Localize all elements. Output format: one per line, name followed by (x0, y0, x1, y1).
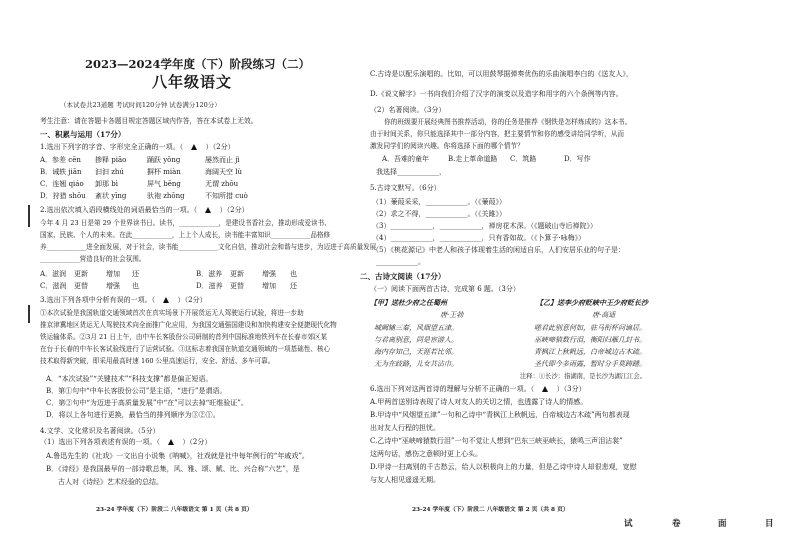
q2-option-cell: 更替 (230, 282, 244, 290)
q4-2-passage-line: 激发同学们的阅读兴趣。你将选择下面的哪个情节？ (370, 142, 524, 150)
q1-option-cell: 驮袍 zhōng (147, 192, 185, 200)
q1-option-cell: 摒杯 miàn (147, 168, 181, 176)
q1-option-cell: C．连翘 qiáo (40, 180, 84, 188)
q2-option-cell: 增强 (262, 270, 276, 278)
q5-item: （4）____________，____________，只有香如故。（《卜算子·咏梅》） (372, 234, 586, 242)
q1-option-cell: 不知所措 cuò (205, 192, 248, 200)
option-d: D.《说文解字》一书向我们介绍了汉字的演变以及造字和用字的六个条例等内容。 (370, 90, 623, 98)
q6-option: C.乙诗中“巫峡啼猿数行泪”一句不觉让人想到“巴东三峡巫峡长，猿鸣三声泪沾裳” (370, 437, 623, 445)
q1-option-cell: 汩汩 zhú (95, 168, 124, 176)
q2-option-cell: 也 (290, 270, 297, 278)
q1-option-cell: A．参差 cēn (40, 156, 81, 164)
q1-option-cell: 踊跃 yǒng (147, 156, 181, 164)
page-footer-1: 23-24 学年度（下）阶段二 八年级语文 第 1 页（共 8 页） (96, 507, 253, 513)
q1-stem (40, 143, 235, 152)
q6-option: B.甲诗中“风烟望五津”一句和乙诗中“青枫江上秋帆远，白帝城边古木疏”两句都表现 (370, 411, 630, 419)
q1-text: 1.选出下列字的字音、字形完全正确的一项。（ (40, 143, 184, 151)
poem-a-line: 城阙辅三秦，风烟望五津。 (374, 324, 458, 332)
answer-triangle-icon (542, 386, 548, 392)
q3-option: C．第②句中“为迈进于高质量发展”中“在”可以去掉“旺维验证”。 (46, 399, 248, 407)
q5-item: ____________。 (376, 258, 425, 266)
q6-option: A.甲两首送别诗表现了诗人对友人的关切之情，也透露了诗人的情感。 (370, 398, 588, 406)
q2-option-cell: 更新 (74, 270, 88, 278)
q4-1-stem (40, 438, 211, 447)
q1-score: ）（2分） (205, 143, 235, 151)
q6-stem (370, 385, 586, 394)
q6-score: ）（3分） (556, 385, 586, 393)
q3-passage-line: 推京津冀地区货运无人驾驶技术向全面推广化应用，为我国交通强国建设和加快构建安全便捷现代化物 (40, 321, 337, 329)
q2-option-cell: 增加 (262, 282, 276, 290)
q4-option: A.鲁迅先生的《社戏》一文出自小说集《呐喊》，社戏就是社中每年例行的“年戚戏”。 (46, 452, 309, 460)
q4-2-stem: （2）名著阅读。（3分） (370, 106, 446, 114)
q4-2-blank: 我选择____________， (376, 168, 446, 176)
q6-option: 出对友人行程的担忧。 (370, 424, 440, 432)
q2-option-cell: 增加 (106, 270, 120, 278)
poem-a-line: 与君离别意，同是宦游人。 (374, 336, 458, 344)
exam-meta: （本试卷共23道题 考试时间120分钟 试卷满分120分） (60, 101, 221, 109)
q4-option: B．《诗经》是我国最早的一部诗歌总集，风、雅、颂、赋、比、兴合称“六艺”，是 (46, 465, 300, 473)
q5-item: （1）蒹葭采采，____________。（《蒹葭》） (372, 198, 506, 206)
binding-mark (28, 205, 30, 227)
q3-option: A．“本次试验”“关键技术”“科技支撑”都是偏正短语。 (46, 375, 213, 383)
q4-2-option: C．筑路 (510, 155, 537, 163)
q3-option: B．第①句中“中车长客股份公司”是主语，“进行”是谓语。 (46, 387, 227, 395)
q2-passage-line: 今年 4 月 23 日是第 29 个世界读书日。读书，____________，是建设书香社会，推动形成爱读书、 (40, 219, 331, 227)
answer-triangle-icon (168, 439, 174, 445)
binding-mark (28, 305, 30, 323)
q3-passage-line: 在台于长春的中车长客试验线进行了运营试验。③这标志着我国在轨道交通领域的一项基础性、核心 (40, 345, 331, 353)
q2-option-cell: B．滋养 (196, 270, 223, 278)
poem-b-line: 青枫江上秋帆远，白帝城边古木疏。 (534, 348, 646, 356)
q3-passage-line: 铁运输体系。②3月 21 日上午，由中车长客股份公司研制的首列中国标准地铁列车在长春市郊区某 (40, 333, 328, 341)
q4-1-score: ）（2分） (182, 438, 212, 446)
part2-heading: 二、古诗文阅读（17分） (360, 272, 446, 281)
q1-option-cell: 海阔天空 lù (205, 168, 242, 176)
q2-option-cell: D．滋养 (196, 282, 223, 290)
q2-option-cell: 也 (132, 282, 139, 290)
q2-stem (40, 206, 249, 215)
q5-item: （3）____________，____________，禅房花木深。（《题破山寺后禅院》） (372, 222, 597, 230)
q2-option-cell: 增强 (106, 282, 120, 290)
answer-triangle-icon (205, 207, 211, 213)
poem-note: 注释：①长沙：指湖南，是长沙为湖江江会。 (520, 373, 646, 380)
q2-passage-line: 养____________进全面发展，对于社会，读书能____________文化自信，推动社会和谐与进步，为迈进于高质量发展 (40, 243, 377, 251)
q3-stem (40, 296, 207, 305)
q1-option-cell: 无谓 zhōu (205, 180, 239, 188)
poem-b-line: 圣代即今多雨露，暂时分手莫踌躇。 (534, 360, 646, 368)
poem-a-author: 唐·王勃 (440, 311, 464, 319)
q2-option-cell: 还 (290, 282, 297, 290)
section-a-heading: （一）阅读下面两首古诗，完成第 6 题。（3分） (370, 285, 520, 293)
q4-2-option: A．吾难的童年 (382, 155, 430, 163)
q2-option-cell: 还 (132, 270, 139, 278)
corner-mark: 面 (718, 519, 727, 529)
q2-option-cell: C．滋润 (40, 282, 67, 290)
q6-option: 这两句话，感伤之意顿时更上心头。 (370, 450, 482, 458)
corner-mark: 卷 (672, 519, 681, 529)
q2-score: ）（2分） (219, 206, 249, 214)
q4-2-option: D．写作 (564, 155, 591, 163)
q3-passage-line: 技术取得新突破，即采用最高时速 160 公里高速运行，安全、舒适、多车可靠。 (40, 357, 275, 365)
option-c: C.古诗是以配乐演唱的。比如，可以用鼓琴据弹奏优伤的乐曲演唱李白的《送友人》， (370, 70, 633, 78)
q2-passage-line: 国家、民族、个人的未来。在此____________，上上个人成长，读书能丰富知识____________品格修 (40, 231, 331, 239)
poem-b-line: 嗟君此别意何如，驻马衔杯问谪居。 (534, 324, 646, 332)
q4-2-passage-line: 由于时间关系，你只能选择其中一部分内容，把主要情节和你的感受讲给同学听，从而 (370, 130, 625, 138)
part1-heading: 一、积累与运用（17分） (40, 130, 126, 139)
q2-option-cell: A．滋润 (40, 270, 67, 278)
poem-b-title: 【乙】送李少府贬峡中王少府贬长沙 (536, 298, 648, 307)
q4-2-passage-line: 你的班级要开展经典图书推荐活动，你的任务是推荐《钢铁是怎样炼成的》这本书。 (384, 118, 632, 126)
q6-text: 6.选出下列对这两首诗的理解与分析不正确的一项。（ (370, 385, 535, 393)
q3-option: D．将以上各句进行更换，最恰当的排列顺序为③②①。 (46, 411, 220, 419)
poem-b-author: 唐·高适 (592, 311, 616, 319)
q3-passage-line: ①本次试验是我国轨道交通领域首次在真实场景下开展货运无人驾驶运行试验，将进一步助 (40, 309, 304, 317)
q1-option-cell: 屏气 bēng (147, 180, 181, 188)
q4-2-option: B.走上革命道路 (448, 155, 498, 163)
q5-item: （5）《桃花源记》中老人和孩子体现着生活的闲适自乐，人们安居乐业的句子是： (372, 246, 625, 254)
q2-text: 2.选出依次填入语段横线处的词语最恰当的一项。（ (40, 206, 198, 214)
poem-a-line: 无为在歧路，儿女共沾巾。 (374, 360, 458, 368)
answer-triangle-icon (163, 297, 169, 303)
q1-option-cell: B．诫轶 jiān (40, 168, 82, 176)
q3-score: ）（2分） (177, 296, 207, 304)
page-footer-2: 23-24 学年度（下）阶段二 八年级语文 第 2 页（共 8 页） (412, 507, 569, 513)
q1-option-cell: D．狩猎 shōu (40, 192, 86, 200)
q5-item: （2）求之不得，____________。（《关雎》） (372, 210, 506, 218)
q6-option: 与友人相见遥遥无期。 (370, 476, 440, 484)
q2-option-cell: 更替 (74, 282, 88, 290)
poem-b-line: 巫峡啼猿数行泪，衡阳归雁几封书。 (534, 336, 646, 344)
poem-a-title: 【甲】送杜少府之任蜀州 (370, 298, 447, 307)
q6-option: D.甲诗一扫离别的千古愁云，给人以积极向上的力量，但是乙诗中诗人却很悲观，宽慰 (370, 463, 637, 471)
q1-option-cell: 掺释 piāo (95, 156, 127, 164)
q4-option: 古人对《诗经》艺术经验的总结。 (58, 478, 163, 486)
q5-stem: 5.古诗文默写。（6分） (370, 184, 441, 192)
corner-mark: 试 (624, 519, 633, 529)
q3-text: 3.选出下列各项中分析有误的一项。（ (40, 296, 156, 304)
answer-triangle-icon (191, 144, 197, 150)
exam-subject: 八年级语文 (152, 73, 233, 91)
q1-option-cell: 紊状 yīng (95, 192, 127, 200)
exam-title: 2023—2024学年度（下）阶段练习（二） (85, 57, 311, 71)
corner-mark: 目 (765, 519, 774, 529)
q4-stem: 4.文学、文化常识及名著阅读。（5分） (40, 427, 160, 435)
poem-a-line: 海内存知己，天涯若比邻。 (374, 348, 458, 356)
q1-option-cell: 屡然而止 jì (205, 156, 240, 164)
q4-1-text: （1）选出下列各项表述有误的一项。（ (40, 438, 160, 446)
exam-notice: 考生注意：请在答题卡各题目规定答题区域内作答，答在本试卷上无效。 (40, 117, 258, 125)
q2-option-cell: 更新 (230, 270, 244, 278)
q2-passage-line: ____________营造良好的社会氛围。 (40, 255, 146, 263)
q1-option-cell: 卸那 bì (95, 180, 118, 188)
